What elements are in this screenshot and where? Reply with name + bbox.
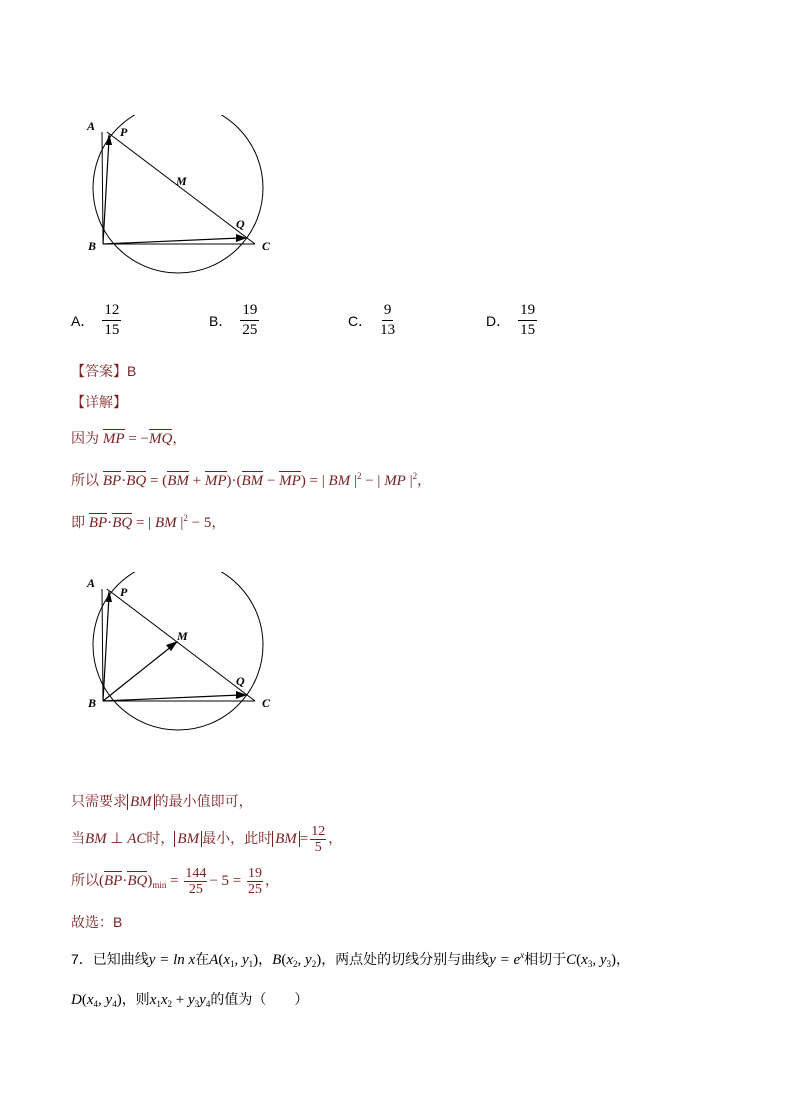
vector-bp [103, 596, 109, 701]
step-4: 只需要求 BM 的最小值即可， [71, 793, 253, 810]
option-letter: C． [348, 312, 373, 329]
answer-value: B [127, 363, 137, 379]
label-c: C [262, 239, 271, 253]
step-5: 当BM ⊥ AC时， BM 最小，此时 BM = $\frac{12}{5}$ ， [71, 824, 343, 855]
vector-bp [103, 139, 109, 244]
geometry-figure-2 [80, 572, 280, 732]
segment-ac [107, 589, 255, 701]
answer-line [71, 361, 136, 381]
step-6: 所以$(BP\cdot BQ)_{min}$ = $\frac{144}{25}$ − 5 = $\frac{19}{25}$ ， [71, 866, 279, 897]
question-7-line-1: 7．已知曲线y = ln x在$A(x_1$, $y_1$)，$B(x_2$, $y_2$)，两点处的切线分别与曲线$y = e^x$相切于$C(x_3$, $y_3$)， [71, 950, 630, 969]
option-fraction: $\frac{12}{15}$ [104, 302, 120, 338]
detail-tag: 【详解】 [71, 394, 127, 410]
label-m: M [177, 629, 188, 643]
option-c[interactable] [348, 302, 395, 339]
option-fraction: $\frac{19}{25}$ [242, 302, 258, 338]
label-a: A [87, 576, 96, 590]
label-p: P [120, 125, 128, 139]
step-3: 即 BP·BQ = | BM $|^2 - 5$， [71, 513, 226, 531]
vector-bm [103, 646, 172, 701]
option-b[interactable] [209, 302, 259, 339]
question-7-line-2: $D(x_4$, $y_4$)，则$x_1x_2 + y_3y_4$的值为（ ） [71, 991, 309, 1009]
option-d[interactable] [486, 302, 537, 339]
answer-tag: 【答案】 [71, 363, 127, 379]
arrow-bq [236, 234, 247, 242]
option-letter: D． [486, 312, 511, 329]
option-letter: A． [71, 312, 95, 329]
label-c: C [262, 696, 271, 710]
vector-bq [103, 695, 240, 701]
label-b: B [88, 696, 97, 710]
segment-ac [107, 132, 255, 244]
label-q: Q [236, 217, 245, 231]
label-m: M [176, 174, 187, 188]
option-fraction: $\frac{9}{13}$ [380, 302, 396, 338]
option-a[interactable] [71, 302, 121, 339]
option-fraction: $\frac{19}{15}$ [520, 302, 536, 338]
arrow-bq [236, 691, 247, 699]
label-a: A [87, 119, 96, 133]
circle [93, 115, 263, 273]
step-1: 因为 MP = −MQ， [71, 430, 187, 447]
label-p: P [120, 585, 128, 599]
vector-bq [103, 238, 240, 244]
circle [93, 572, 263, 730]
step-7: 故选：B [71, 914, 123, 930]
label-q: Q [236, 674, 245, 688]
step-2: 所以 BP·BQ = (BM + MP)·(BM − MP) = | BM $|^2$ − | MP $|^2$， [71, 471, 432, 489]
label-b: B [88, 239, 97, 253]
geometry-figure-1 [80, 115, 280, 275]
option-letter: B． [209, 312, 233, 329]
